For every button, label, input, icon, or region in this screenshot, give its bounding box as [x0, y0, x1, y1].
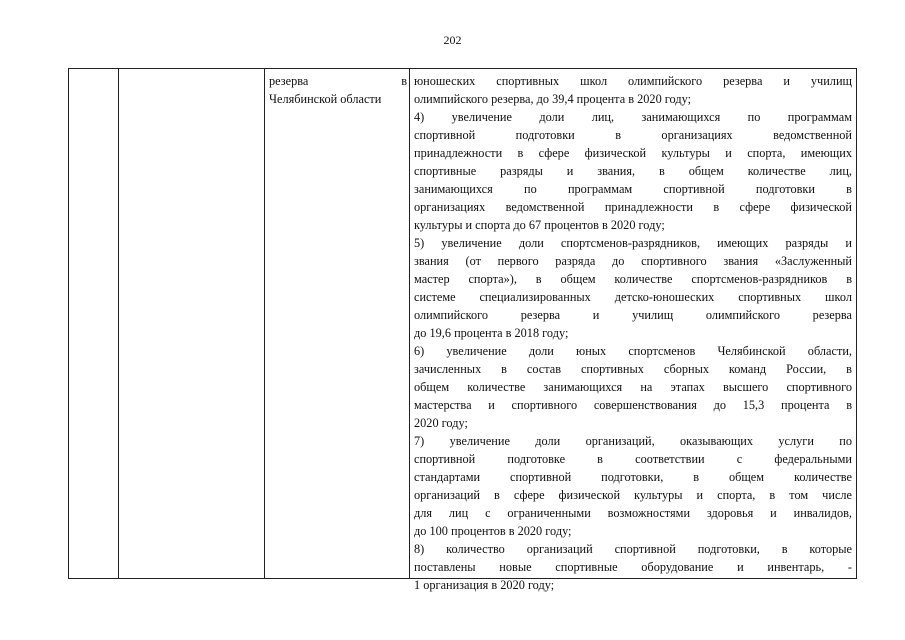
- cell-text-line: олимпийского резерва, до 39,4 процента в 2020 году;: [414, 92, 691, 106]
- cell-text-line: 2020 году;: [414, 416, 468, 430]
- cell-text-line: резерва в: [269, 74, 407, 88]
- cell-text-line: мастерства и спортивного совершенствования до 15,3 процента в: [414, 398, 852, 412]
- cell-text-line: 4) увеличение доли лиц, занимающихся по программам: [414, 110, 852, 124]
- cell-text-line: организаций в сфере физической культуры и спорта, в том числе: [414, 488, 852, 502]
- table-column-responsible: [265, 69, 410, 578]
- cell-text-line: мастер спорта»), в общем количестве спортсменов-разрядников в: [414, 272, 852, 286]
- cell-text-line: юношеских спортивных школ олимпийского резерва и училищ: [414, 74, 852, 88]
- cell-text-line: олимпийского резерва и училищ олимпийского резерва: [414, 308, 852, 322]
- cell-text-line: для лиц с ограниченными возможностями здоровья и инвалидов,: [414, 506, 852, 520]
- cell-text-line: стандартами спортивной подготовки, в общем количестве: [414, 470, 852, 484]
- table-column-name: [119, 69, 265, 578]
- table-column-indicators: [410, 69, 856, 592]
- cell-text-line: культуры и спорта до 67 процентов в 2020 году;: [414, 218, 665, 232]
- cell-text-line: занимающихся по программам спортивной подготовки в: [414, 182, 852, 196]
- cell-text-line: спортивной подготовки в организациях ведомственной: [414, 128, 852, 142]
- program-table: [68, 68, 857, 592]
- cell-text-line: спортивные разряды и звания, в общем количестве лиц,: [414, 164, 852, 178]
- cell-text-line: 8) количество организаций спортивной подготовки, в которые: [414, 542, 852, 556]
- cell-text-line: 1 организация в 2020 году;: [414, 578, 555, 592]
- cell-text-line: общем количестве занимающихся на этапах высшего спортивного: [414, 380, 852, 394]
- page-number: 202: [443, 33, 462, 47]
- cell-text-line: 6) увеличение доли юных спортсменов Челябинской области,: [414, 344, 852, 358]
- cell-text-line: организациях ведомственной принадлежности в сфере физической: [414, 200, 852, 214]
- cell-text-line: 5) увеличение доли спортсменов-разрядников, имеющих разряды и: [414, 236, 852, 250]
- cell-text-line: системе специализированных детско-юношеских спортивных школ: [414, 290, 852, 304]
- cell-text-line: спортивной подготовке в соответствии с федеральными: [414, 452, 852, 466]
- cell-text-line: до 100 процентов в 2020 году;: [414, 524, 572, 538]
- cell-text-line: зачисленных в состав спортивных сборных команд России, в: [414, 362, 852, 376]
- cell-text-line: поставлены новые спортивные оборудование и инвентарь, -: [414, 560, 852, 574]
- cell-text-line: принадлежности в сфере физической культуры и спорта, имеющих: [414, 146, 852, 160]
- cell-text-line: до 19,6 процента в 2018 году;: [414, 326, 569, 340]
- cell-text-line: звания (от первого разряда до спортивного звания «Заслуженный: [414, 254, 852, 268]
- table-column-number: [69, 69, 119, 578]
- cell-text-line: Челябинской области: [269, 92, 382, 106]
- cell-text-line: 7) увеличение доли организаций, оказывающих услуги по: [414, 434, 852, 448]
